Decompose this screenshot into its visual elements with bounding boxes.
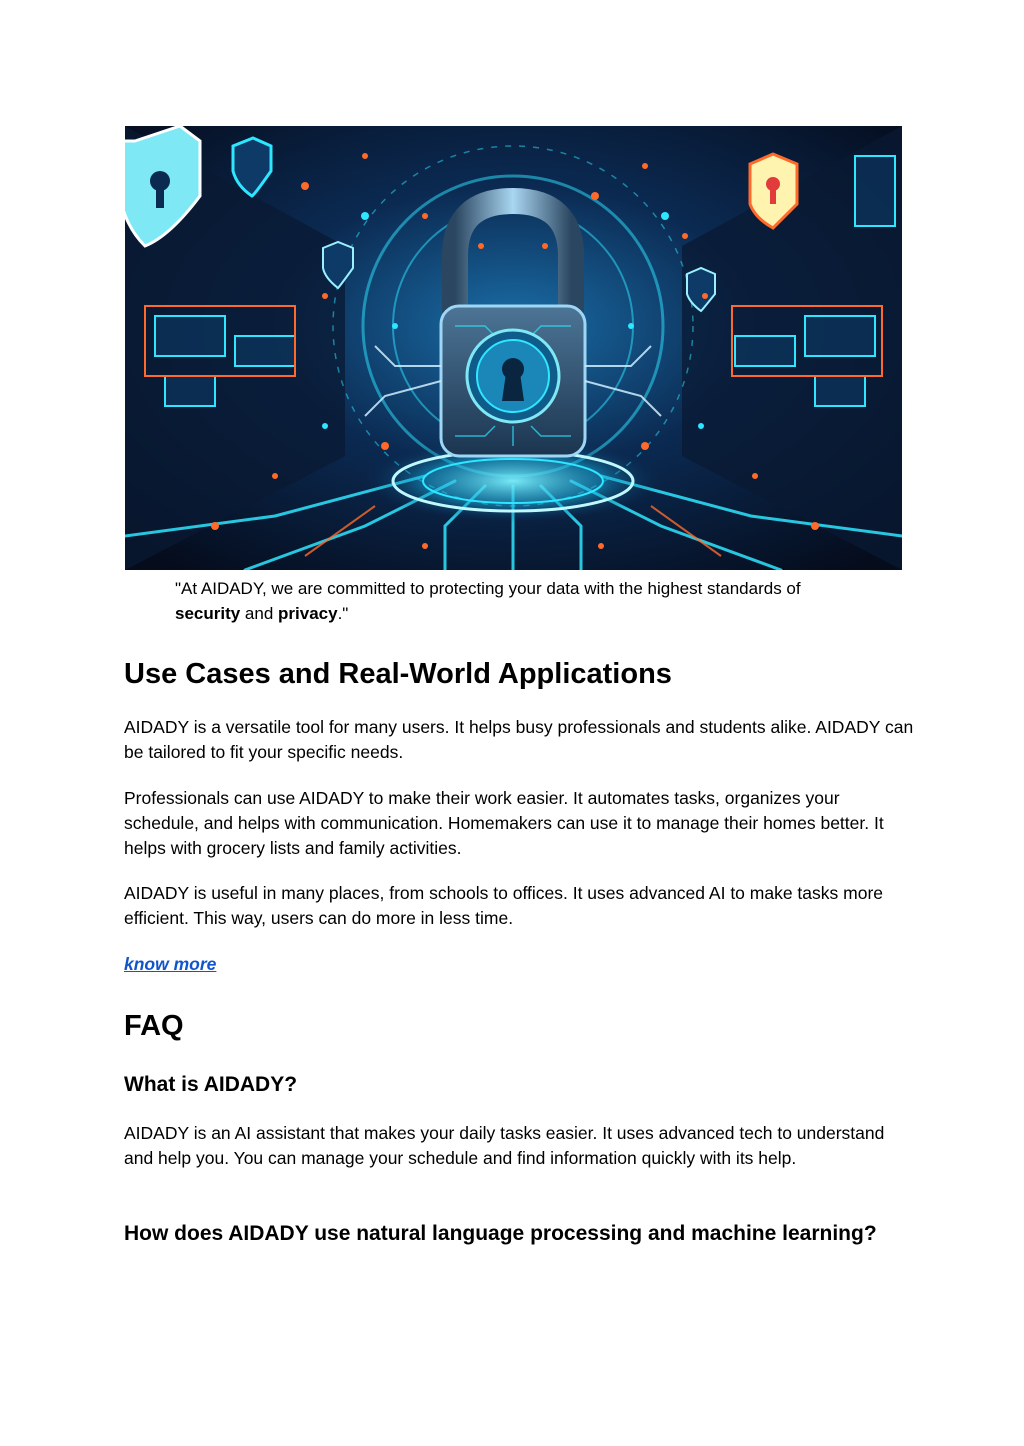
know-more-link[interactable]: know more: [124, 954, 217, 974]
use-cases-paragraph-2: Professionals can use AIDADY to make their work easier. It automates tasks, organizes your schedule, and helps with communication. Homemakers can use it to manage their homes better. It helps with grocery lists and family activities.: [124, 788, 884, 858]
security-padlock-illustration: [125, 126, 902, 570]
caption-text-middle: and: [240, 604, 279, 623]
faq-question-2: How does AIDADY use natural language processing and machine learning?: [124, 1222, 877, 1245]
faq-answer-1: AIDADY is an AI assistant that makes your daily tasks easier. It uses advanced tech to understand and help you. You can manage your schedule and find information quickly with its help.: [124, 1123, 885, 1168]
caption-bold-privacy: privacy: [278, 604, 338, 623]
faq-heading: FAQ: [124, 1010, 184, 1042]
use-cases-heading: Use Cases and Real-World Applications: [124, 658, 672, 690]
image-caption: [175, 576, 815, 626]
caption-bold-security: security: [175, 604, 241, 623]
caption-text: "At AIDADY, we are committed to protecting your data with the highest standards of: [175, 579, 801, 598]
use-cases-paragraph-1: AIDADY is a versatile tool for many users. It helps busy professionals and students alike. AIDADY can be tailored to fit your specific needs.: [124, 717, 914, 762]
caption-text-end: .": [337, 604, 349, 623]
faq-question-1: What is AIDADY?: [124, 1073, 298, 1096]
use-cases-paragraph-3: AIDADY is useful in many places, from schools to offices. It uses advanced AI to make tasks more efficient. This way, users can do more in less time.: [124, 883, 884, 928]
